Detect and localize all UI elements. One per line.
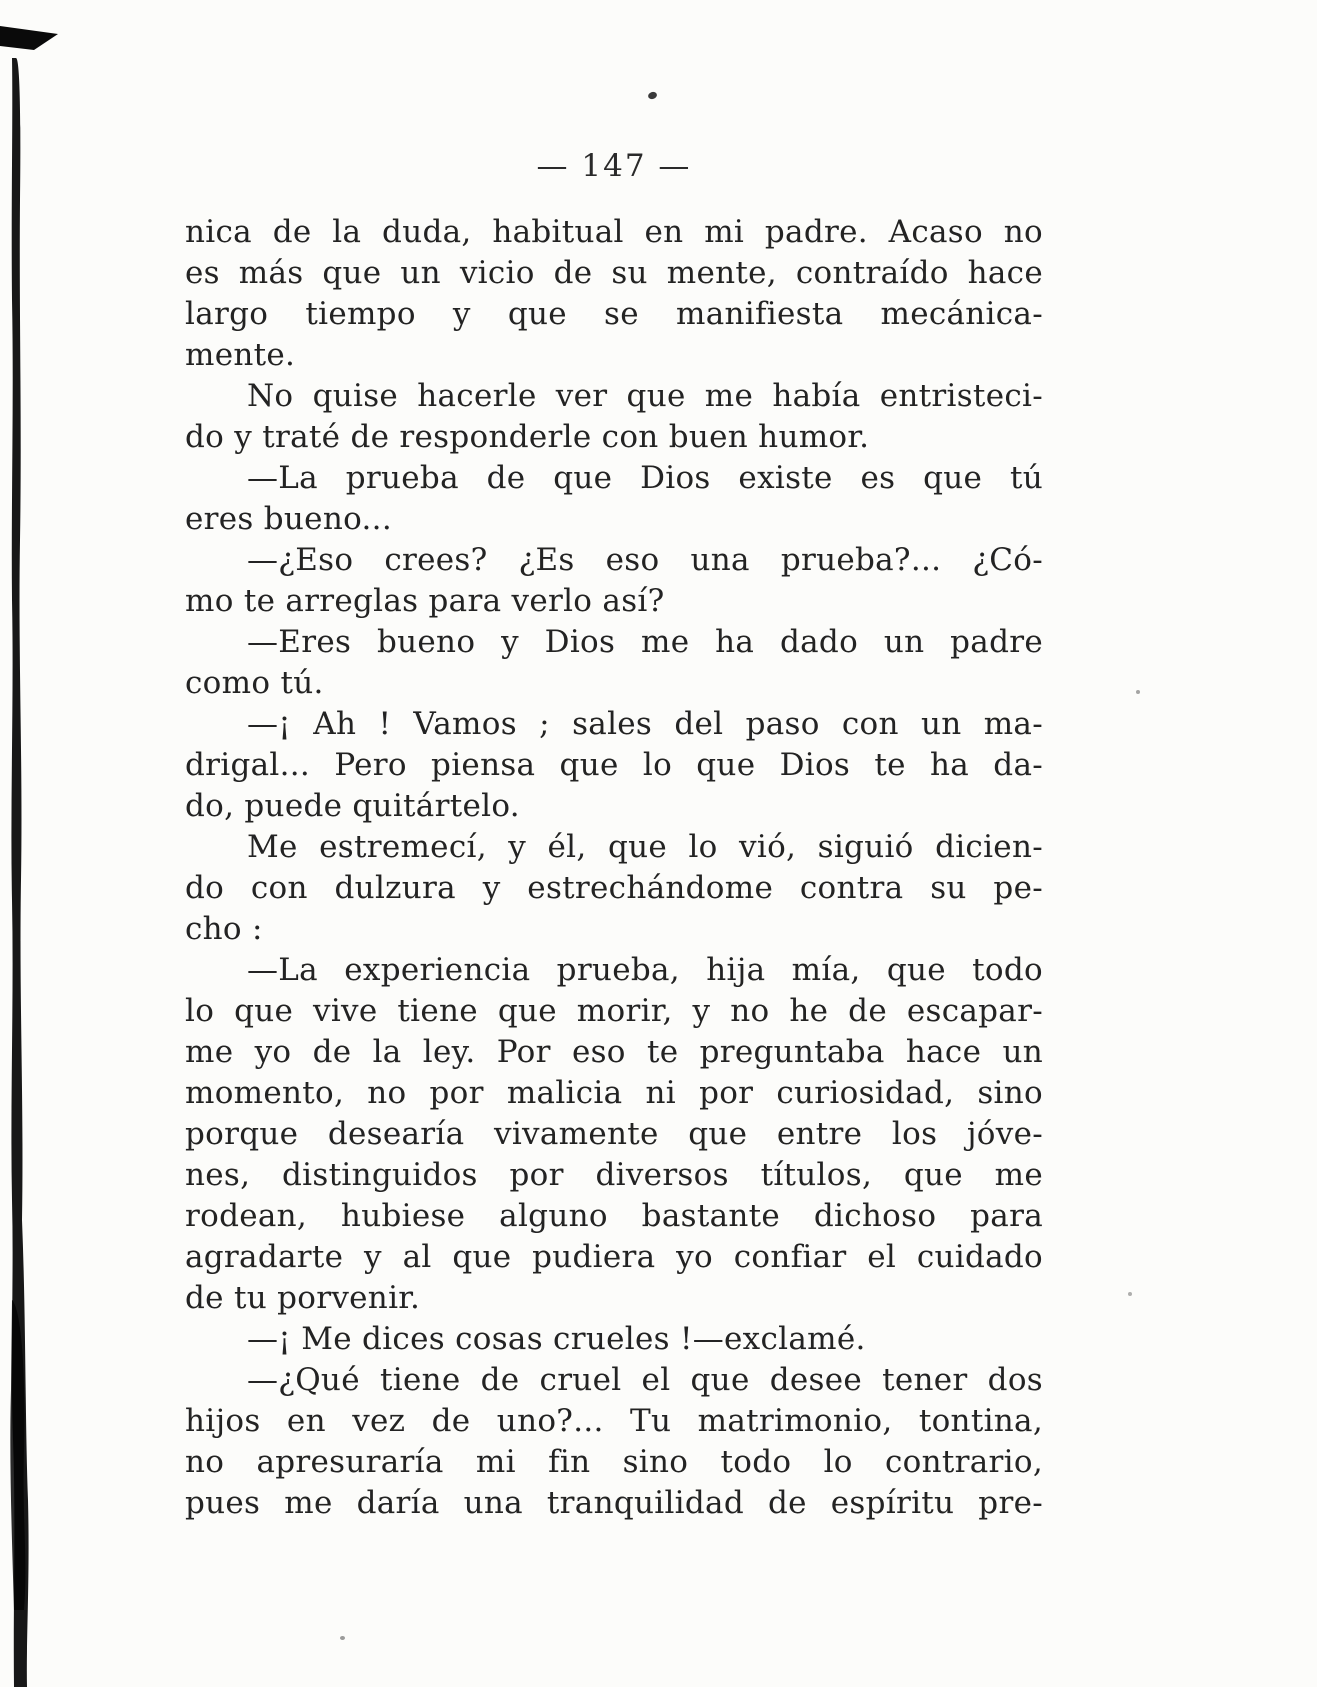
text-line: —Eres bueno y Dios me ha dado un padre (247, 624, 1043, 660)
text-line: me yo de la ley. Por eso te preguntaba hace un (185, 1034, 1043, 1070)
text-line: eres bueno... (185, 501, 392, 537)
text-line: momento, no por malicia ni por curiosidad, sino (185, 1075, 1043, 1111)
text-line: nica de la duda, habitual en mi padre. Acaso no (185, 214, 1043, 250)
text-line: —¡ Me dices cosas crueles !—exclamé. (247, 1321, 866, 1357)
text-line: agradarte y al que pudiera yo confiar el cuidado (185, 1239, 1043, 1275)
text-line: de tu porvenir. (185, 1280, 421, 1316)
text-line: No quise hacerle ver que me había entristeci- (247, 378, 1043, 414)
scan-speck (340, 1636, 345, 1640)
scan-gutter-artifact (0, 0, 70, 1687)
text-line: hijos en vez de uno?... Tu matrimonio, tontina, (185, 1403, 1043, 1439)
text-line: do y traté de responderle con buen humor. (185, 419, 870, 455)
text-line: largo tiempo y que se manifiesta mecánica- (185, 296, 1043, 332)
text-line: —¡ Ah ! Vamos ; sales del paso con un ma- (247, 706, 1043, 742)
text-line: mente. (185, 337, 296, 373)
text-line: no apresuraría mi fin sino todo lo contrario, (185, 1444, 1043, 1480)
text-line: drigal... Pero piensa que lo que Dios te ha da- (185, 747, 1043, 783)
scan-speck (1136, 690, 1140, 694)
text-line: porque desearía vivamente que entre los jóve- (185, 1116, 1043, 1152)
page-number: — 147 — (536, 148, 692, 184)
text-line: rodean, hubiese alguno bastante dichoso para (185, 1198, 1043, 1234)
scan-speck (647, 91, 658, 101)
text-line: —¿Eso crees? ¿Es eso una prueba?... ¿Có- (247, 542, 1043, 578)
text-line: nes, distinguidos por diversos títulos, que me (185, 1157, 1043, 1193)
text-line: lo que vive tiene que morir, y no he de escapar- (185, 993, 1043, 1029)
text-line: cho : (185, 911, 263, 947)
text-line: —La prueba de que Dios existe es que tú (247, 460, 1043, 496)
text-line: pues me daría una tranquilidad de espíritu pre- (185, 1485, 1043, 1521)
text-line: es más que un vicio de su mente, contraído hace (185, 255, 1043, 291)
text-line: —La experiencia prueba, hija mía, que todo (247, 952, 1043, 988)
text-line: do con dulzura y estrechándome contra su pe- (185, 870, 1043, 906)
text-line: mo te arreglas para verlo así? (185, 583, 665, 619)
scan-speck (1128, 1292, 1132, 1296)
text-line: —¿Qué tiene de cruel el que desee tener dos (247, 1362, 1043, 1398)
text-line: do, puede quitártelo. (185, 788, 520, 824)
page-text (185, 212, 1043, 1524)
text-line: Me estremecí, y él, que lo vió, siguió dicien- (247, 829, 1043, 865)
text-line: como tú. (185, 665, 324, 701)
